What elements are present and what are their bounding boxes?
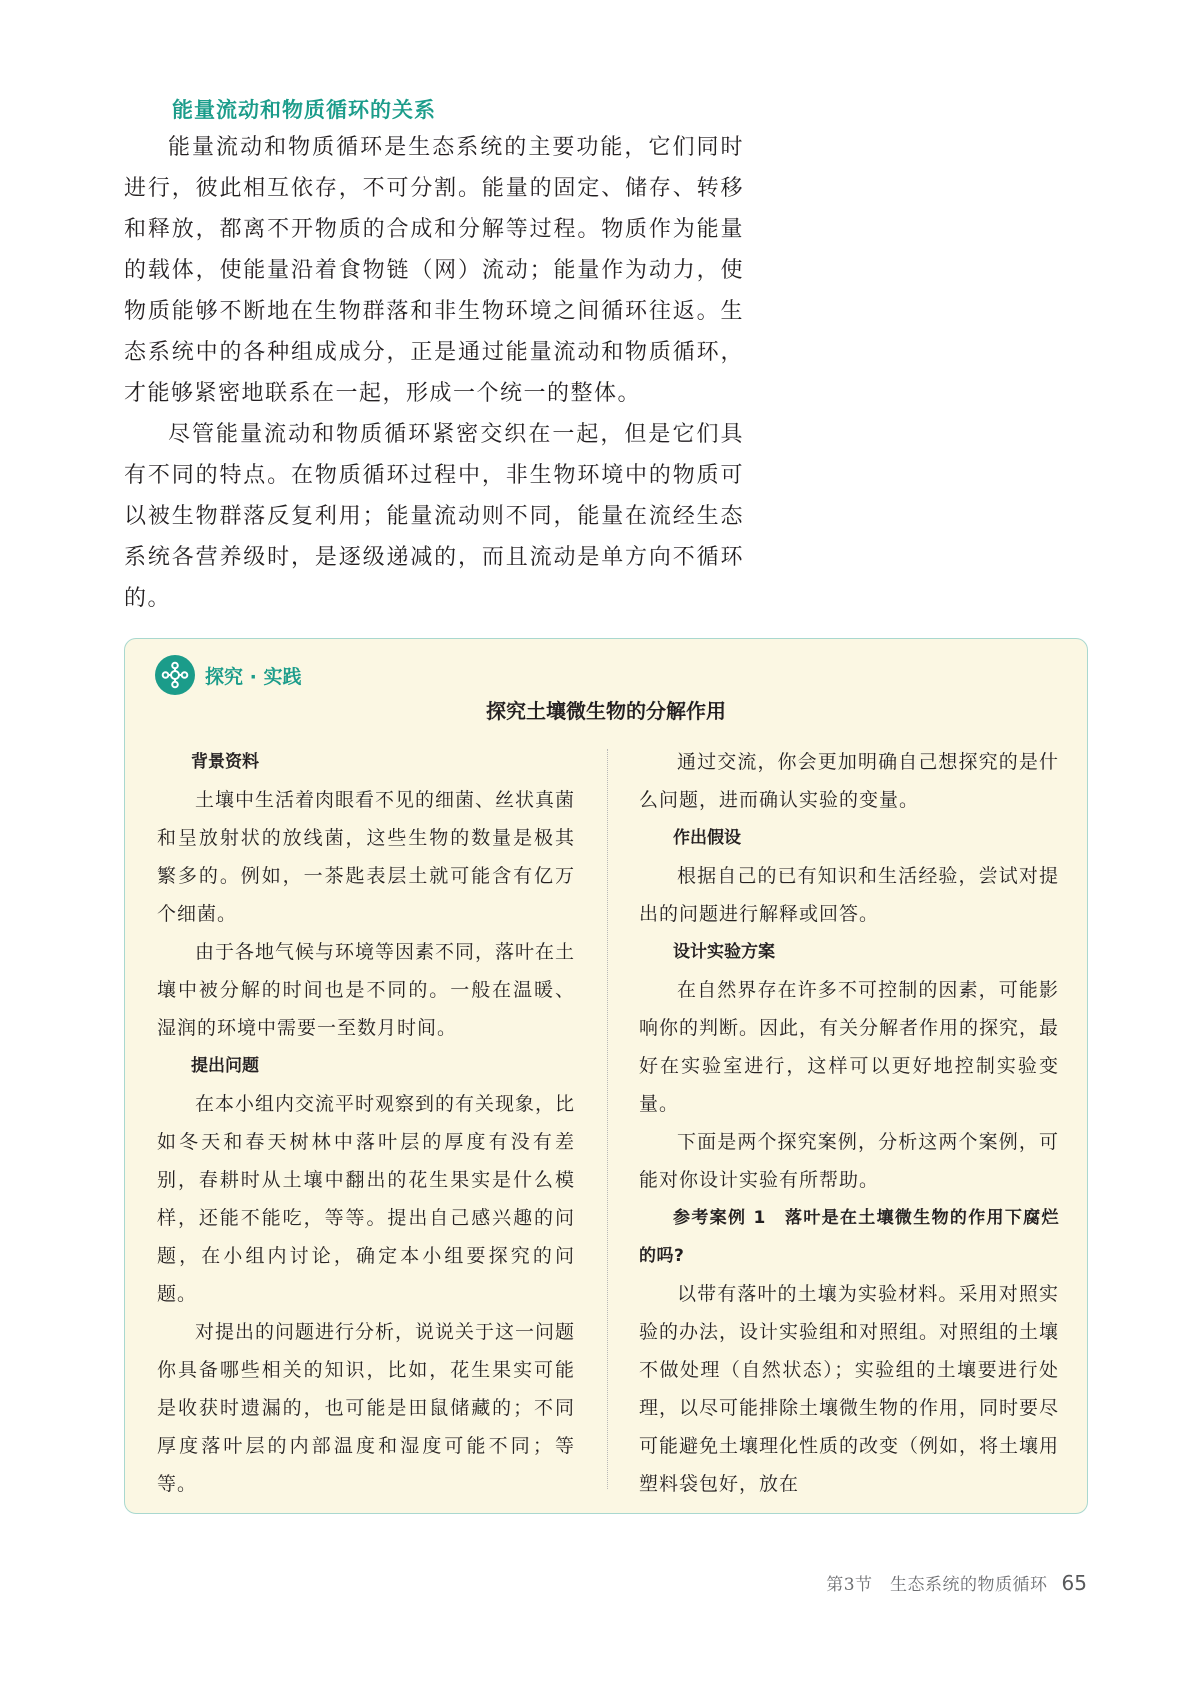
inquiry-title: 探究土壤微生物的分解作用 (486, 699, 726, 723)
subheading-hypothesis: 作出假设 (673, 828, 741, 848)
page-footer (826, 1570, 1087, 1595)
paragraph: 根据自己的已有知识和生活经验，尝试对提出的问题进行解释或回答。 (639, 865, 1059, 925)
footer-section-label: 第3节 生态系统的物质循环 (826, 1575, 1048, 1595)
subheading-background: 背景资料 (191, 752, 259, 772)
case-title: 参考案例 1 落叶是在土壤微生物的作用下腐烂的吗? (639, 1208, 1059, 1266)
column-divider (607, 749, 608, 1489)
paragraph: 以带有落叶的土壤为实验材料。采用对照实验的办法，设计实验组和对照组。对照组的土壤不做处理（自然状态）；实验组的土壤要进行处理，以尽可能排除土壤微生物的作用，同时要尽可能避免土壤理化性质的改变（例如，将土壤用塑料袋包好，放在 (639, 1283, 1060, 1495)
inquiry-badge (155, 655, 301, 695)
paragraph: 下面是两个探究案例，分析这两个案例，可能对你设计实验有所帮助。 (639, 1131, 1059, 1191)
page-number: 65 (1061, 1571, 1087, 1595)
paragraph: 土壤中生活着肉眼看不见的细菌、丝状真菌和呈放射状的放线菌，这些生物的数量是极其繁多的。例如，一茶匙表层土就可能含有亿万个细菌。 (157, 789, 576, 925)
subheading-design: 设计实验方案 (673, 942, 775, 962)
paragraph: 能量流动和物质循环是生态系统的主要功能，它们同时进行，彼此相互依存，不可分割。能量的固定、储存、转移和释放，都离不开物质的合成和分解等过程。物质作为能量的载体，使能量沿着食物链（网）流动；能量作为动力，使物质能够不断地在生物群落和非生物环境之间循环往返。生态系统中的各种组成成分，正是通过能量流动和物质循环，才能够紧密地联系在一起，形成一个统一的整体。 (124, 135, 744, 406)
molecule-icon (155, 655, 195, 695)
inquiry-practice-box (124, 638, 1088, 1514)
right-column (639, 743, 1059, 1503)
left-column (157, 743, 575, 1503)
main-text (124, 127, 744, 619)
paragraph: 对提出的问题进行分析，说说关于这一问题你具备哪些相关的知识，比如，花生果实可能是收获时遗漏的，也可能是田鼠储藏的；不同厚度落叶层的内部温度和湿度可能不同；等等。 (157, 1321, 576, 1495)
paragraph: 尽管能量流动和物质循环紧密交织在一起，但是它们具有不同的特点。在物质循环过程中，非生物环境中的物质可以被生物群落反复利用；能量流动则不同，能量在流经生态系统各营养级时，是逐级递减的，而且流动是单方向不循环的。 (124, 422, 744, 611)
paragraph: 在本小组内交流平时观察到的有关现象，比如冬天和春天树林中落叶层的厚度有没有差别，春耕时从土壤中翻出的花生果实是什么模样，还能不能吃，等等。提出自己感兴趣的问题，在小组内讨论，确定本小组要探究的问题。 (157, 1093, 576, 1305)
badge-label: 探究 · 实践 (205, 665, 302, 688)
subheading-question: 提出问题 (191, 1056, 259, 1076)
paragraph: 通过交流，你会更加明确自己想探究的是什么问题，进而确认实验的变量。 (639, 751, 1059, 811)
paragraph: 在自然界存在许多不可控制的因素，可能影响你的判断。因此，有关分解者作用的探究，最好在实验室进行，这样可以更好地控制实验变量。 (639, 979, 1060, 1115)
section-heading: 能量流动和物质循环的关系 (172, 98, 436, 122)
paragraph: 由于各地气候与环境等因素不同，落叶在土壤中被分解的时间也是不同的。一般在温暖、湿润的环境中需要一至数月时间。 (157, 941, 576, 1039)
